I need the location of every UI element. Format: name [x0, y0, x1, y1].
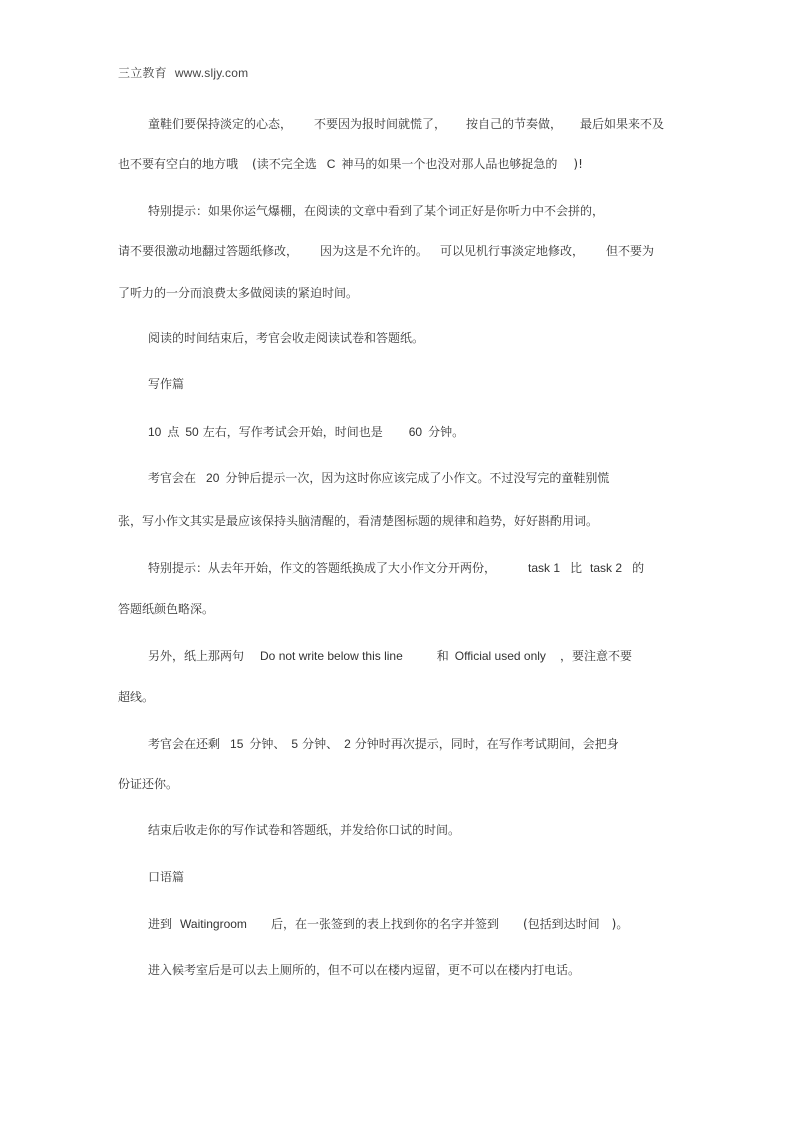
text-segment: 分钟、	[249, 737, 286, 751]
text-segment: task 1	[528, 561, 561, 575]
text-segment: 2	[344, 737, 351, 751]
text-line	[148, 116, 664, 132]
text-segment: (包括到达时间	[522, 917, 600, 931]
text-segment: 份证还你。	[118, 777, 179, 791]
page-header	[118, 64, 248, 81]
text-segment: (读不完全选	[252, 157, 317, 171]
text-segment: 了听力的一分而浪费太多做阅读的紧迫时间。	[118, 286, 359, 300]
section-heading-writing	[148, 376, 184, 392]
text-segment: )。	[611, 917, 629, 931]
text-segment: 后，在一张签到的表上找到你的名字并签到	[270, 917, 499, 931]
text-line	[118, 601, 214, 617]
text-segment: 考官会在	[148, 471, 197, 485]
text-segment: 超线。	[118, 690, 155, 704]
text-segment: 特别提示：如果你运气爆棚，在阅读的文章中看到了某个词正好是你听力中不会拼的，	[148, 204, 605, 218]
text-segment: 但不要为	[606, 244, 655, 258]
text-line	[118, 513, 598, 529]
text-line	[148, 330, 424, 346]
text-line	[148, 648, 632, 664]
text-segment: 和	[436, 649, 449, 663]
brand-name: 三立教育	[118, 66, 167, 80]
text-segment: 另外，纸上那两句	[148, 649, 245, 663]
text-segment: 的	[632, 561, 645, 575]
text-segment: 进入候考室后是可以去上厕所的，但不可以在楼内逗留，更不可以在楼内打电话。	[148, 963, 581, 977]
text-segment: 特别提示：从去年开始，作文的答题纸换成了大小作文分开两份，	[148, 561, 497, 575]
text-segment: 童鞋们要保持淡定的心态，	[148, 117, 293, 131]
text-segment: 左右，写作考试会开始，时间也是	[202, 425, 383, 439]
text-line	[118, 689, 154, 705]
text-line	[148, 916, 628, 932]
text-segment: 可以见机行事淡定地修改，	[440, 244, 585, 258]
text-segment: 因为这是不允许的。	[320, 244, 429, 258]
text-line	[148, 424, 464, 440]
text-segment: 60	[408, 425, 423, 439]
text-segment: 按自己的节奏做，	[466, 117, 563, 131]
text-segment: 写作篇	[148, 377, 185, 391]
text-line	[118, 776, 178, 792]
text-segment: 考官会在还剩	[148, 737, 221, 751]
text-segment: 神马的如果一个也没对那人品也够捉急的	[341, 157, 558, 171]
text-segment: 分钟。	[428, 425, 465, 439]
text-segment: Waitingroom	[180, 917, 247, 931]
text-segment: ，要注意不要	[559, 649, 632, 663]
text-segment: task 2	[590, 561, 623, 575]
text-line	[148, 736, 619, 752]
text-segment: 点	[167, 425, 180, 439]
text-line	[148, 560, 644, 576]
text-line	[148, 203, 604, 219]
text-segment: 15	[230, 737, 244, 751]
text-segment: 10	[148, 425, 162, 439]
text-segment: 50	[185, 425, 199, 439]
text-line	[148, 470, 609, 486]
text-segment: 分钟、	[302, 737, 339, 751]
text-segment: 阅读的时间结束后，考官会收走阅读试卷和答题纸。	[148, 331, 425, 345]
text-segment: 不要因为报时间就慌了，	[314, 117, 447, 131]
text-segment: 答题纸颜色略深。	[118, 602, 215, 616]
text-segment: 分钟后提示一次，因为这时你应该完成了小作文。不过没写完的童鞋别慌	[225, 471, 610, 485]
text-segment: )!	[573, 157, 583, 171]
section-heading-speaking	[148, 869, 184, 885]
text-line	[148, 822, 460, 838]
text-segment: 口语篇	[148, 870, 185, 884]
text-segment: C	[326, 157, 336, 171]
text-line	[118, 243, 654, 259]
text-segment: 分钟时再次提示，同时，在写作考试期间，会把身	[354, 737, 619, 751]
text-segment: 5	[291, 737, 299, 751]
text-line	[118, 285, 358, 301]
text-segment: Official used only	[454, 649, 546, 663]
text-segment: 也不要有空白的地方哦	[118, 157, 239, 171]
text-segment: 张，写小作文其实是最应该保持头脑清醒的，看清楚图标题的规律和趋势，好好斟酌用词。	[118, 514, 599, 528]
text-segment: 请不要很激动地翻过答题纸修改，	[118, 244, 299, 258]
text-line	[118, 156, 583, 172]
text-segment: Do not write below this line	[260, 649, 403, 663]
site-url: www.sljy.com	[174, 66, 249, 80]
text-segment: 比	[570, 561, 583, 575]
text-segment: 结束后收走你的写作试卷和答题纸，并发给你口试的时间。	[148, 823, 461, 837]
text-segment: 进到	[148, 917, 173, 931]
text-segment: 20	[206, 471, 220, 485]
text-line	[148, 962, 580, 978]
text-segment: 最后如果来不及	[580, 117, 665, 131]
